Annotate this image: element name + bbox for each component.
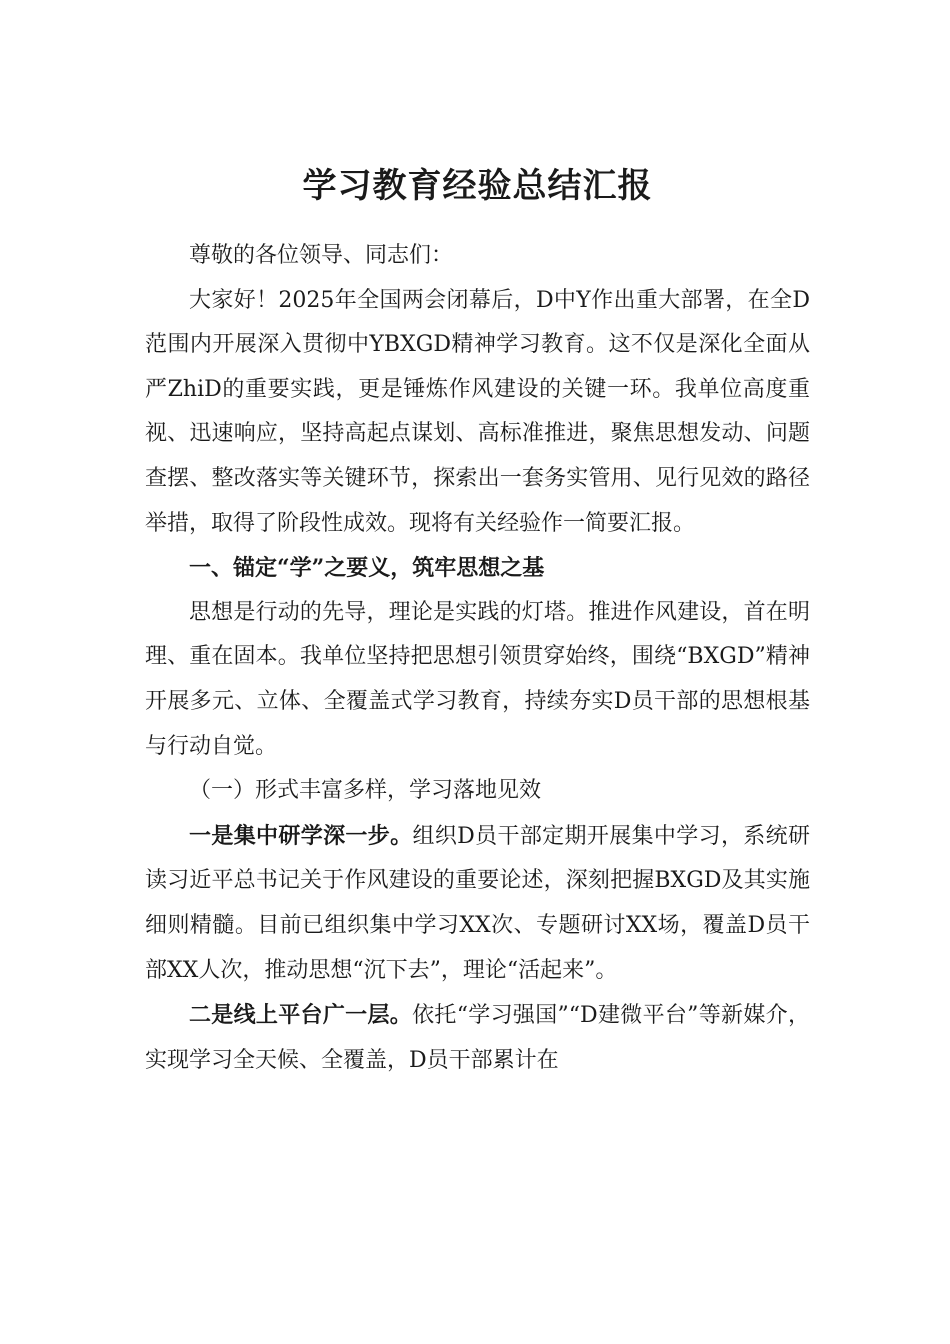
section-1-heading: 一、锚定“学”之要义，筑牢思想之基 — [189, 555, 545, 582]
salutation: 尊敬的各位领导、同志们： — [189, 243, 454, 268]
item-1-paragraph — [145, 814, 810, 993]
intro-paragraph: 大家好！2025年全国两会闭幕后，D中Y作出重大部署，在全D范围内开展深入贯彻中YBXGD精神学习教育。这不仅是深化全面从严ZhiD的重要实践，更是锤炼作风建设的关键一环。我单位高度重视、迅速响应，坚持高起点谋划、高标准推进，聚焦思想发动、问题查摆、整改落实等关键环节，探索出一套务实管用、见行见效的路径举措，取得了阶段性成效。现将有关经验作一简要汇报。 — [145, 287, 810, 536]
subsection-1-heading: （一）形式丰富多样，学习落地见效 — [189, 778, 542, 804]
item-2-text: 依托“学习强国”“D建微平台”等新媒介，实现学习全天候、全覆盖，D员干部累计在 — [145, 1003, 810, 1073]
section-1-paragraph: 思想是行动的先导，理论是实践的灯塔。推进作风建设，首在明理、重在固本。我单位坚持把思想引领贯穿始终，围绕“BXGD”精神开展多元、立体、全覆盖式学习教育，持续夯实D员干部的思想根基与行动自觉。 — [145, 599, 810, 759]
item-1-text: 组织D员干部定期开展集中学习，系统研读习近平总书记关于作风建设的重要论述，深刻把握BXGD及其实施细则精髓。目前已组织集中学习XX次、专题研讨XX场，覆盖D员干部XX人次，推动思想“沉下去”，理论“活起来”。 — [145, 823, 810, 983]
document-body — [145, 234, 810, 1083]
item-2-lead: 二是线上平台广一层。 — [189, 1002, 413, 1029]
item-2-paragraph — [145, 993, 810, 1083]
document-title: 学习教育经验总结汇报 — [302, 166, 653, 206]
item-1-lead: 一是集中研学深一步。 — [189, 822, 413, 849]
